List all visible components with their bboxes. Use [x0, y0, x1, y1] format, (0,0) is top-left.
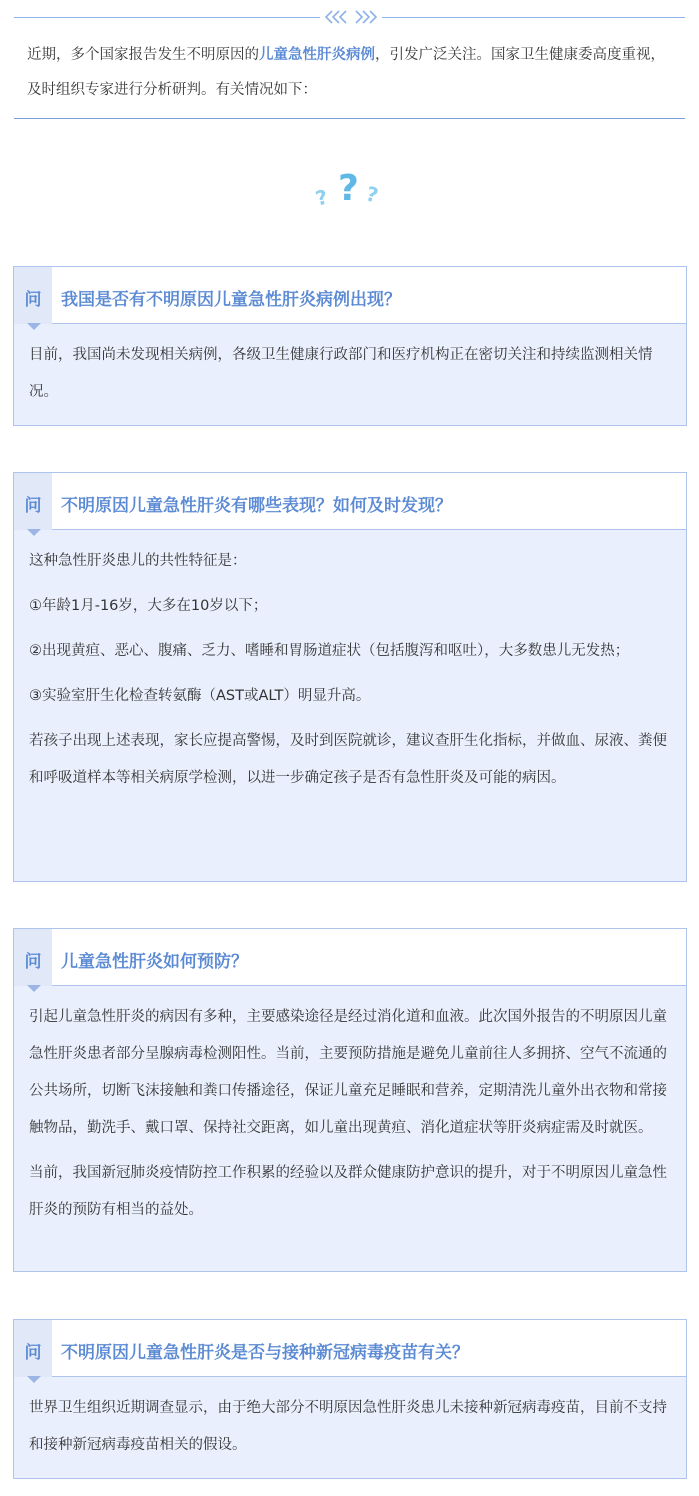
qa-card-4 [13, 1319, 687, 1479]
answer-paragraph: ②出现黄疸、恶心、腹痛、乏力、嗜睡和胃肠道症状（包括腹泻和呕吐），大多数患儿无发热； [29, 643, 630, 659]
qa-card-3 [13, 928, 687, 1272]
pointer-triangle-icon [27, 1376, 41, 1383]
question-bar [13, 472, 687, 530]
intro-paragraph [27, 38, 677, 108]
svg-text:?: ? [312, 184, 331, 210]
double-chevron-icon [320, 8, 382, 26]
question-tag-label: 问 [24, 496, 42, 516]
question-tag [14, 1320, 52, 1377]
answer-paragraph: 若孩子出现上述表现，家长应提高警惕，及时到医院就诊，建议查肝生化指标，并做血、尿液、粪便和呼吸道样本等相关病原学检测，以进一步确定孩子是否有急性肝炎及可能的病因。 [29, 733, 667, 786]
intro-text-after: ，引发广泛关注。国家卫生健康委高度重视，及时组织专家进行分析研判。有关情况如下： [27, 47, 665, 98]
qa-card-2 [13, 472, 687, 882]
question-bar [13, 266, 687, 324]
answer-paragraph: ③实验室肝生化检查转氨酶（AST或ALT）明显升高。 [29, 688, 371, 704]
answer-paragraph: 引起儿童急性肝炎的病因有多种，主要感染途径是经过消化道和血液。此次国外报告的不明原因儿童急性肝炎患者部分呈腺病毒检测阳性。当前，主要预防措施是避免儿童前往人多拥挤、空气不流通的公共场所，切断飞沫接触和粪口传播途径，保证儿童充足睡眠和营养，定期清洗儿童外出衣物和常接触物品，勤洗手、戴口罩、保持社交距离，如儿童出现黄疸、消化道症状等肝炎病症需及时就医。 [29, 1009, 667, 1136]
question-text: 不明原因儿童急性肝炎是否与接种新冠病毒疫苗有关？ [61, 1343, 469, 1363]
pointer-triangle-icon [27, 985, 41, 992]
svg-text:?: ? [338, 170, 359, 209]
intro-divider [14, 118, 685, 119]
answer-paragraph: 目前，我国尚未发现相关病例，各级卫生健康行政部门和医疗机构正在密切关注和持续监测相关情况。 [29, 347, 653, 400]
answer-paragraph: ①年龄1月-16岁，大多在10岁以下； [29, 598, 268, 614]
intro-highlight: 儿童急性肝炎病例 [259, 47, 375, 63]
question-tag [14, 473, 52, 530]
question-text: 不明原因儿童急性肝炎有哪些表现？如何及时发现？ [61, 496, 452, 516]
question-tag [14, 267, 52, 324]
question-bar [13, 1319, 687, 1377]
answer-box [13, 986, 687, 1272]
question-tag [14, 929, 52, 986]
question-text: 我国是否有不明原因儿童急性肝炎病例出现？ [61, 290, 401, 310]
question-tag-label: 问 [24, 290, 42, 310]
pointer-triangle-icon [27, 323, 41, 330]
question-text: 儿童急性肝炎如何预防？ [61, 952, 248, 972]
answer-box [13, 324, 687, 426]
question-bar [13, 928, 687, 986]
answer-paragraph: 这种急性肝炎患儿的共性特征是： [29, 553, 247, 569]
answer-box [13, 1377, 687, 1479]
question-tag-label: 问 [24, 952, 42, 972]
question-tag-label: 问 [24, 1343, 42, 1363]
answer-box [13, 530, 687, 882]
qa-card-1 [13, 266, 687, 426]
svg-text:?: ? [363, 181, 381, 208]
answer-paragraph: 当前，我国新冠肺炎疫情防控工作积累的经验以及群众健康防护意识的提升，对于不明原因儿童急性肝炎的预防有相当的益处。 [29, 1165, 667, 1218]
pointer-triangle-icon [27, 529, 41, 536]
answer-paragraph: 世界卫生组织近期调查显示，由于绝大部分不明原因急性肝炎患儿未接种新冠病毒疫苗，目前不支持和接种新冠病毒疫苗相关的假设。 [29, 1400, 667, 1453]
question-marks-icon [312, 170, 388, 210]
intro-text-before: 近期，多个国家报告发生不明原因的 [27, 47, 259, 63]
